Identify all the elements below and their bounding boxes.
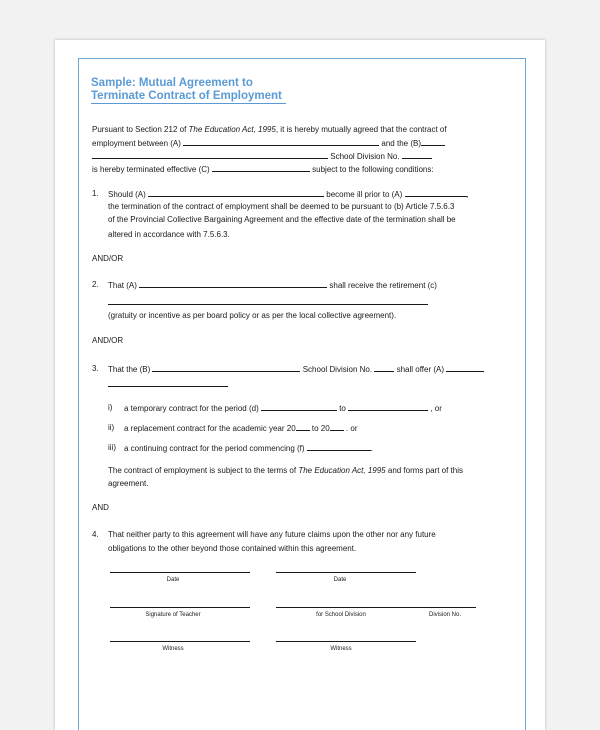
title-line-2: Terminate Contract of Employment <box>91 90 282 102</box>
s3-i-number: i) <box>108 403 113 412</box>
and-label: AND <box>92 503 109 512</box>
s4-line-2: obligations to the other beyond those contained within this agreement. <box>108 544 357 553</box>
s1-line-3: of the Provincial Collective Bargaining Agreement and the effective date of the termination shall be <box>108 215 456 224</box>
s1-line-4: altered in accordance with 7.5.6.3. <box>108 230 230 239</box>
s1-line-1: Should (A) become ill prior to (A) , <box>108 190 469 199</box>
s4-number: 4. <box>92 530 99 539</box>
and-or-2: AND/OR <box>92 336 124 345</box>
teacher-signature-caption: Signature of Teacher <box>145 612 201 618</box>
date-line-left <box>110 572 250 573</box>
date-line-right <box>276 572 416 573</box>
intro-line-3: School Division No. <box>92 151 432 162</box>
intro-line-4: is hereby terminated effective (C) subject to the following conditions: <box>92 165 434 174</box>
s3-iii-number: iii) <box>108 443 116 452</box>
school-division-caption: for School Division <box>316 612 366 618</box>
title-underline <box>91 103 286 104</box>
s1-number: 1. <box>92 189 99 198</box>
witness-line-left <box>110 641 250 642</box>
and-or-1: AND/OR <box>92 254 124 263</box>
s3-number: 3. <box>92 364 99 373</box>
witness-caption-left: Witness <box>162 646 184 652</box>
witness-line-right <box>276 641 416 642</box>
s3-ii-number: ii) <box>108 423 115 432</box>
witness-caption-right: Witness <box>330 646 352 652</box>
s1-line-2: the termination of the contract of employment shall be deemed to be pursuant to (b) Article 7.5.6.3 <box>108 202 455 211</box>
title-line-1: Sample: Mutual Agreement to <box>91 77 253 89</box>
s3-option-iii: a continuing contract for the period commencing (f) . <box>124 444 374 453</box>
s3-option-ii: a replacement contract for the academic year 20 to 20 . or <box>124 424 358 433</box>
division-number-caption: Division No. <box>428 612 461 618</box>
date-caption-right: Date <box>333 577 347 583</box>
s2-line-3: (gratuity or incentive as per board policy or as per the local collective agreement). <box>108 311 397 320</box>
school-division-signature-line <box>276 607 476 608</box>
s3-option-i: a temporary contract for the period (d) to , or <box>124 404 442 413</box>
teacher-signature-line <box>110 607 250 608</box>
intro-line-2: employment between (A) and the (B) <box>92 138 445 149</box>
date-caption-left: Date <box>166 577 180 583</box>
s3-paragraph-line-1: The contract of employment is subject to the terms of The Education Act, 1995 and forms part of this <box>108 466 464 475</box>
s3-line-2 <box>108 379 228 390</box>
s3-line-1: That the (B) School Division No. shall offer (A) <box>108 364 484 375</box>
s3-paragraph-line-2: agreement. <box>108 479 149 488</box>
s2-line-1: That (A) shall receive the retirement (c) <box>108 281 437 290</box>
s4-line-1: That neither party to this agreement will have any future claims upon the other nor any future <box>108 530 436 539</box>
s2-number: 2. <box>92 280 99 289</box>
intro-line-1: Pursuant to Section 212 of The Education Act, 1995, it is hereby mutually agreed that the contract of <box>92 125 447 134</box>
s2-line-2 <box>108 297 428 308</box>
